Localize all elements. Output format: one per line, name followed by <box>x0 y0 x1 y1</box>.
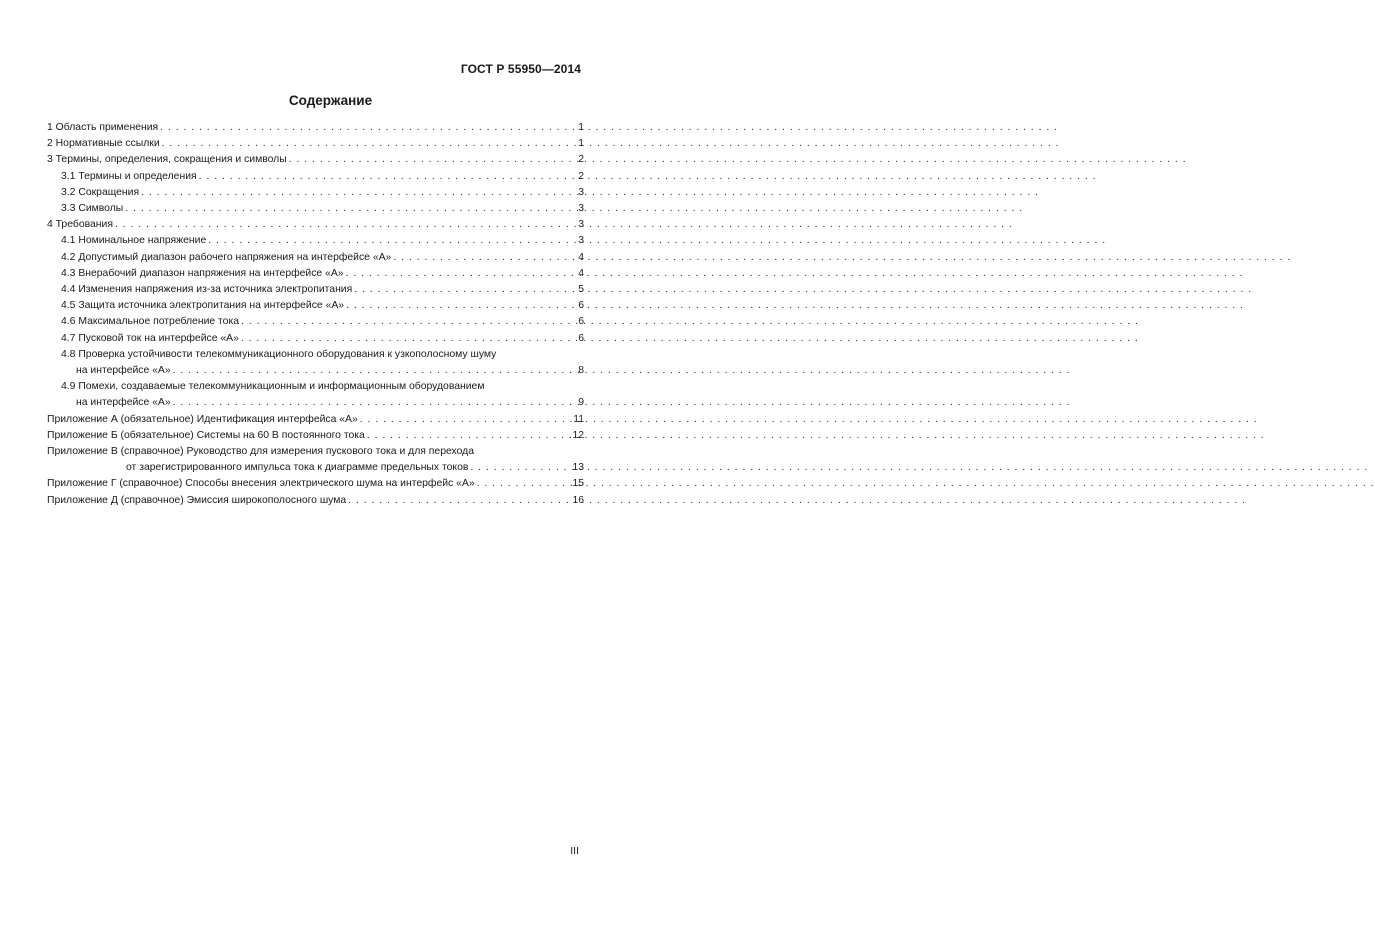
toc-entry[interactable] <box>47 331 584 347</box>
toc-entry-title: 4.1 Номинальное напряжение <box>61 235 207 247</box>
toc-entry[interactable] <box>47 185 584 201</box>
toc-leader-dots <box>241 331 574 347</box>
toc-leader-dots <box>173 363 574 379</box>
toc-entry[interactable] <box>47 201 584 217</box>
toc-entry-title: Приложение А (обязательное) Идентификация интерфейса «А» <box>47 413 358 425</box>
toc-entry-page: 6 <box>578 300 584 312</box>
toc-entry-page: 2 <box>578 154 584 166</box>
toc-entry-title: 4 Требования <box>47 219 113 231</box>
toc-leader-dots <box>354 282 574 298</box>
toc-entry-title: 4.5 Защита источника электропитания на интерфейсе «А» <box>61 300 345 312</box>
toc-entry[interactable] <box>47 282 584 298</box>
toc-leader-dots <box>173 395 574 411</box>
toc-entry[interactable] <box>47 493 584 509</box>
toc-entry[interactable] <box>47 363 584 379</box>
toc-entry-page: 1 <box>578 122 584 133</box>
toc-leader-dots <box>162 136 574 152</box>
toc-entry-title: 3.1 Термины и определения <box>61 170 197 182</box>
toc-entry[interactable] <box>47 152 584 168</box>
toc-entry-page: 1 <box>578 138 584 150</box>
toc-leader-dots <box>125 201 574 217</box>
toc-entry[interactable] <box>47 233 584 249</box>
toc-entry[interactable] <box>47 460 584 476</box>
toc-entry[interactable] <box>47 412 584 428</box>
toc-entry-title: 1 Область применения <box>47 122 159 133</box>
toc-entry[interactable] <box>47 250 584 266</box>
toc-entry-title: на интерфейсе «А» <box>76 397 171 409</box>
toc-entry-page: 9 <box>578 397 584 409</box>
toc-entry-page: 3 <box>578 186 584 198</box>
toc-entry-title: 2 Нормативные ссылки <box>47 138 160 150</box>
toc-entry[interactable] <box>47 395 584 411</box>
toc-entry-page: 4 <box>578 251 584 263</box>
toc-entry-title: 4.4 Изменения напряжения из-за источника электропитания <box>61 284 353 296</box>
toc-entry-page: 6 <box>578 316 584 328</box>
toc-entry-title: 4.6 Максимальное потребление тока <box>61 316 240 328</box>
toc-entry-page: 3 <box>578 203 584 215</box>
toc-entry-title: на интерфейсе «А» <box>76 365 171 377</box>
table-of-contents <box>47 120 584 509</box>
toc-entry-page: 15 <box>572 478 584 490</box>
toc-entry[interactable] <box>47 428 584 444</box>
toc-entry-page: 3 <box>578 235 584 247</box>
toc-entry-title: Приложение Г (справочное) Способы внесения электрического шума на интерфейс «А» <box>47 478 475 490</box>
toc-entry[interactable] <box>47 379 584 395</box>
toc-entry[interactable] <box>47 136 584 152</box>
toc-leader-dots <box>367 428 571 444</box>
toc-entry-page: 11 <box>573 413 584 425</box>
toc-leader-dots <box>199 169 574 185</box>
toc-entry-title: Приложение Д (справочное) Эмиссия широкополосного шума <box>47 494 347 506</box>
toc-leader-dots <box>160 120 574 136</box>
page-number: III <box>570 845 579 857</box>
toc-leader-dots <box>346 298 574 314</box>
toc-entry-title: Приложение Б (обязательное) Системы на 60 В постоянного тока <box>47 429 365 441</box>
toc-entry-title: 3.3 Символы <box>61 203 124 215</box>
toc-entry[interactable] <box>47 266 584 282</box>
toc-entry[interactable] <box>47 120 584 136</box>
toc-entry-title: 3.2 Сокращения <box>61 186 140 198</box>
toc-entry[interactable] <box>47 169 584 185</box>
toc-leader-dots <box>360 412 571 428</box>
toc-leader-dots <box>348 493 570 509</box>
toc-leader-dots <box>470 460 570 476</box>
toc-entry-title: 4.2 Допустимый диапазон рабочего напряжения на интерфейсе «А» <box>61 251 392 263</box>
toc-entry-page: 8 <box>578 365 584 377</box>
toc-entry-page: 16 <box>572 494 584 506</box>
toc-entry[interactable] <box>47 347 584 363</box>
toc-leader-dots <box>141 185 574 201</box>
toc-entry-title: 4.8 Проверка устойчивости телекоммуникационного оборудования к узкополосному шуму <box>61 348 497 360</box>
toc-entry-title: 4.3 Внерабочий диапазон напряжения на интерфейсе «А» <box>61 267 344 279</box>
toc-title: Содержание <box>288 93 373 108</box>
toc-leader-dots <box>289 152 574 168</box>
toc-entry-page: 5 <box>578 284 584 296</box>
toc-entry-page: 6 <box>578 332 584 344</box>
toc-entry-title: 3 Термины, определения, сокращения и символы <box>47 154 287 166</box>
document-header-id: ГОСТ Р 55950—2014 <box>460 62 581 76</box>
toc-leader-dots <box>208 233 574 249</box>
toc-entry-page: 2 <box>578 170 584 182</box>
toc-entry-title: от зарегистрированного импульса тока к диаграмме предельных токов <box>126 462 469 474</box>
toc-entry-page: 4 <box>578 267 584 279</box>
toc-entry-title: 4.9 Помехи, создаваемые телекоммуникационным и информационным оборудованием <box>61 381 485 393</box>
toc-leader-dots <box>393 250 574 266</box>
toc-entry-title: Приложение В (справочное) Руководство для измерения пускового тока и для перехода <box>47 446 474 458</box>
toc-entry-title: 4.7 Пусковой ток на интерфейсе «А» <box>61 332 239 344</box>
toc-entry[interactable] <box>47 314 584 330</box>
toc-leader-dots <box>346 266 574 282</box>
toc-leader-dots <box>241 314 574 330</box>
toc-leader-dots <box>115 217 574 233</box>
toc-entry-page: 3 <box>578 219 584 231</box>
toc-entry-page: 12 <box>572 429 584 441</box>
toc-entry[interactable] <box>47 217 584 233</box>
toc-entry-page: 13 <box>572 462 584 474</box>
toc-entry[interactable] <box>47 298 584 314</box>
toc-leader-dots <box>477 476 571 492</box>
toc-entry[interactable] <box>47 444 584 460</box>
toc-entry[interactable] <box>47 476 584 492</box>
